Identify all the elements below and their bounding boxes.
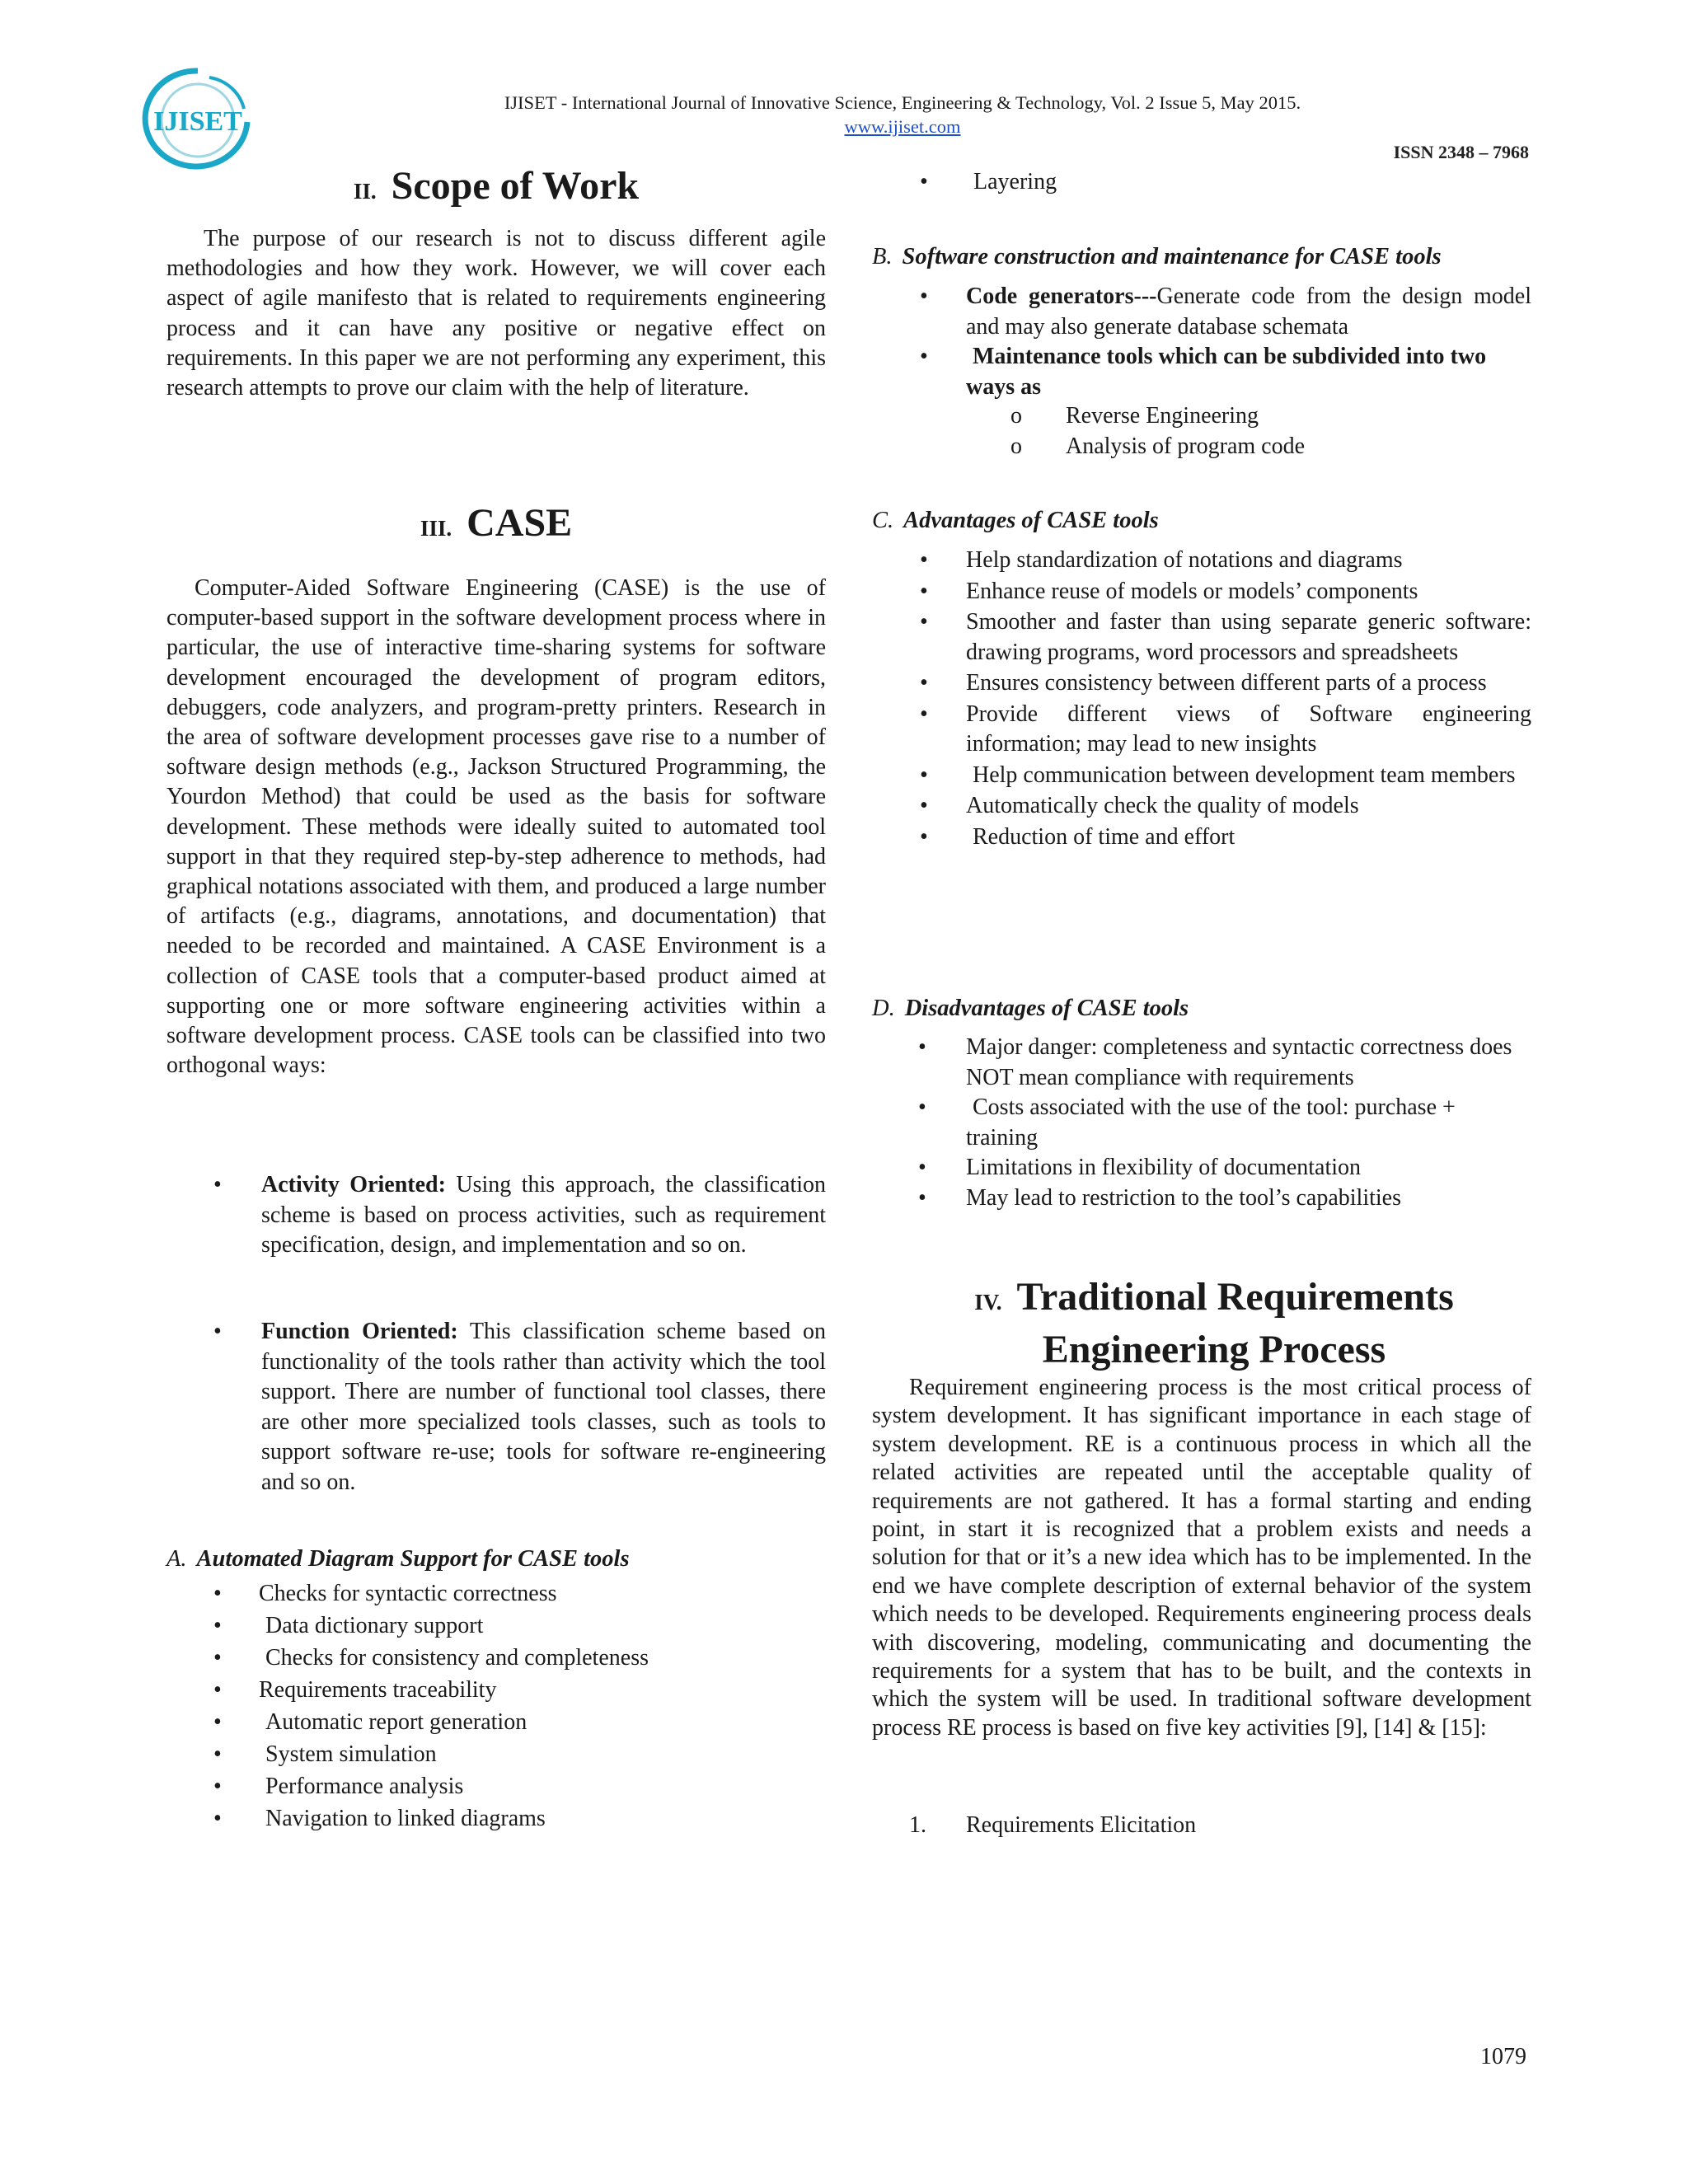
disadvantages-list: [872, 1033, 1531, 1213]
bullet-icon: •: [920, 793, 928, 818]
bullet-icon: •: [920, 169, 928, 194]
list-item: • May lead to restriction to the tool’s capabilities: [872, 1183, 1531, 1214]
list-item: • Help communication between development team members: [872, 761, 1531, 791]
diagram-support-list: [166, 1577, 826, 1835]
maintenance-sublist: [872, 401, 1531, 462]
subsection-title: Disadvantages of CASE tools: [904, 996, 1189, 1021]
list-item: • Layering: [872, 167, 1531, 198]
list-item: • Performance analysis: [166, 1770, 826, 1802]
subsection-letter: C.: [872, 508, 894, 533]
list-item: • Automatically check the quality of models: [872, 791, 1531, 822]
list-item: • Checks for consistency and completeness: [166, 1642, 826, 1674]
bullet-icon: •: [920, 670, 928, 696]
activity-oriented-label: Activity Oriented:: [261, 1172, 446, 1197]
circle-bullet-icon: o: [1010, 433, 1022, 459]
list-item: o Reverse Engineering: [872, 401, 1531, 432]
section-traditional-heading: [872, 1273, 1531, 1374]
list-item: • Enhance reuse of models or models’ components: [872, 577, 1531, 607]
section-title: Scope of Work: [391, 164, 640, 208]
bullet-icon: •: [213, 1613, 222, 1638]
list-item: • Smoother and faster than using separate generic software: drawing programs, word processors and spreadsheets: [920, 609, 1531, 665]
heading-line-1: [872, 1273, 1531, 1326]
list-item: [166, 1170, 826, 1261]
list-item: • Ensures consistency between different parts of a process: [872, 668, 1531, 699]
bullet-icon: •: [920, 344, 928, 369]
bullet-icon: •: [213, 1806, 222, 1831]
list-item: • Data dictionary support: [166, 1610, 826, 1642]
bullet-icon: •: [213, 1645, 222, 1671]
bullet-icon: •: [920, 762, 928, 788]
list-item: • Code generators---Generate code from the design model and may also generate database schemata: [920, 284, 1531, 340]
section-scope-heading: [166, 163, 826, 214]
advantages-list: [872, 546, 1531, 853]
bullet-icon: •: [918, 1155, 926, 1180]
bullet-icon: •: [918, 1094, 926, 1120]
bullet-icon: •: [920, 578, 928, 604]
list-item: • Requirements traceability: [166, 1674, 826, 1706]
list-item: [166, 1317, 826, 1497]
bullet-icon: •: [213, 1741, 222, 1767]
page-number: 1079: [1480, 2044, 1526, 2069]
bullet-icon: •: [920, 701, 928, 727]
subsection-title: Automated Diagram Support for CASE tools: [196, 1546, 630, 1572]
list-item: • Costs associated with the use of the tool: purchase + training: [918, 1094, 1456, 1151]
bullet-icon: •: [213, 1677, 222, 1703]
circle-bullet-icon: o: [1010, 403, 1022, 429]
bullet-icon: •: [213, 1709, 222, 1735]
case-paragraph: Computer-Aided Software Engineering (CASE) is the use of computer-based support in the software development process where in particular, the use of interactive time-sharing systems for software development encouraged the development of program editors, debuggers, code analyzers, and program-pretty printers. Research in the area of software development processes gave rise to a number of software design methods (e.g., Jackson Structured Programming, the Yourdon Method) that could be used as the basis for software development. These methods were ideally suited to automated tool support in that they required step-by-step adherence to methods, had graphical notations associated with them, and produced a large number of artifacts (e.g., diagrams, annotations, and documentation) that needed to be recorded and maintained. A CASE Environment is a collection of CASE tools that a computer-based product aimed at supporting one or more software engineering activities within a software development process. CASE tools can be classified into two orthogonal ways:: [166, 575, 826, 1079]
traditional-paragraph: Requirement engineering process is the most critical process of system development. It has significant importance in each stage of system development. RE is a continuous process in which all the related activities are repeated until the acceptable quality of requirements are not gathered. It has a formal starting and ending point, in start it is recognized that a problem exists and needs a solution for that or it’s a new idea which has to be implemented. In the end we have complete description of external behavior of the system which needs to be developed. Requirements engineering process deals with discovering, modeling, communicating and documenting the requirements for a system that has to be built, and the contexts in which the system will be used. In traditional software development process RE process is based on five key activities [9], [14] & [15]:: [872, 1375, 1531, 1741]
list-item: 1. Requirements Elicitation: [872, 1811, 1531, 1841]
activity-oriented-text: Using this approach, the classification scheme is based on process activities, such as requirement specification, design, and implementation and so on.: [261, 1172, 827, 1258]
list-item: • Limitations in flexibility of documentation: [872, 1153, 1531, 1183]
list-item: • Navigation to linked diagrams: [166, 1802, 826, 1835]
heading-line-2: Engineering Process: [1042, 1328, 1386, 1371]
layering-list: [872, 167, 1531, 198]
bullet-icon: •: [213, 1319, 222, 1344]
subsection-letter: A.: [166, 1546, 187, 1572]
bullet-icon: •: [918, 1034, 926, 1060]
subsection-c-heading: [872, 506, 1531, 536]
bullet-icon: •: [213, 1172, 222, 1197]
bullet-icon: •: [920, 547, 928, 573]
section-title: Traditional Requirements: [1016, 1275, 1454, 1319]
subsection-b-heading: [872, 242, 1531, 272]
re-activities-list: [872, 1811, 1531, 1841]
list-item: • Help standardization of notations and diagrams: [872, 546, 1531, 576]
scope-paragraph: The purpose of our research is not to discuss different agile methodologies and how they work. However, we will cover each aspect of agile manifesto that is related to requirements engineering process and it can have any positive or negative effect on requirements. In this paper we are not performing any experiment, this research attempts to prove our claim with the help of literature.: [166, 226, 826, 401]
list-number: 1.: [909, 1812, 926, 1838]
section-case-heading: [166, 500, 826, 551]
section-number: II.: [353, 179, 377, 204]
list-item: • Reduction of time and effort: [872, 823, 1531, 853]
journal-url-link[interactable]: www.ijiset.com: [844, 116, 961, 137]
section-number: III.: [420, 516, 452, 541]
list-item: o Analysis of program code: [872, 432, 1531, 462]
list-item: [872, 342, 1531, 402]
maintenance-tools-label: Maintenance tools which can be subdivided into two ways as: [966, 344, 1487, 400]
bullet-icon: •: [920, 823, 928, 850]
list-item: • System simulation: [166, 1738, 826, 1770]
function-oriented-label: Function Oriented:: [261, 1319, 458, 1344]
code-generators-label: Code generators---: [966, 284, 1157, 309]
subsection-letter: B.: [872, 244, 893, 269]
subsection-d-heading: [872, 994, 1531, 1024]
case-classification-list: [166, 1170, 826, 1261]
list-item: • Checks for syntactic correctness: [166, 1577, 826, 1610]
list-item: • Automatic report generation: [166, 1706, 826, 1738]
subsection-title: Software construction and maintenance for CASE tools: [902, 244, 1442, 269]
subsection-a-heading: [166, 1544, 826, 1574]
journal-title: IJISET - International Journal of Innovative Science, Engineering & Technology, Vol. 2 Issue 5, May 2015.: [504, 92, 1301, 113]
logo-text: IJISET: [153, 106, 242, 137]
list-item: • Provide different views of Software engineering information; may lead to new insights: [920, 701, 1531, 757]
section-title: CASE: [467, 501, 573, 545]
bullet-icon: •: [213, 1581, 222, 1606]
bullet-icon: •: [918, 1184, 926, 1211]
list-item: • Major danger: completeness and syntactic correctness does NOT mean compliance with requirements: [918, 1034, 1512, 1090]
case-classification-list-2: [166, 1317, 826, 1497]
bullet-icon: •: [920, 609, 928, 635]
issn: ISSN 2348 – 7968: [1393, 142, 1529, 162]
bullet-icon: •: [920, 284, 928, 309]
journal-logo: [138, 64, 258, 176]
subsection-title: Advantages of CASE tools: [903, 508, 1159, 533]
bullet-icon: •: [213, 1774, 222, 1799]
section-number: IV.: [974, 1290, 1002, 1315]
construction-list: [872, 282, 1531, 402]
subsection-letter: D.: [872, 996, 895, 1021]
logo-ring-icon: [138, 64, 258, 176]
function-oriented-text: This classification scheme based on functionality of the tools rather than activity which the tool support. There are number of functional tool classes, there are other more specialized tools classes, such as tools to support software re-use; tools for software re-engineering and so on.: [261, 1319, 826, 1495]
